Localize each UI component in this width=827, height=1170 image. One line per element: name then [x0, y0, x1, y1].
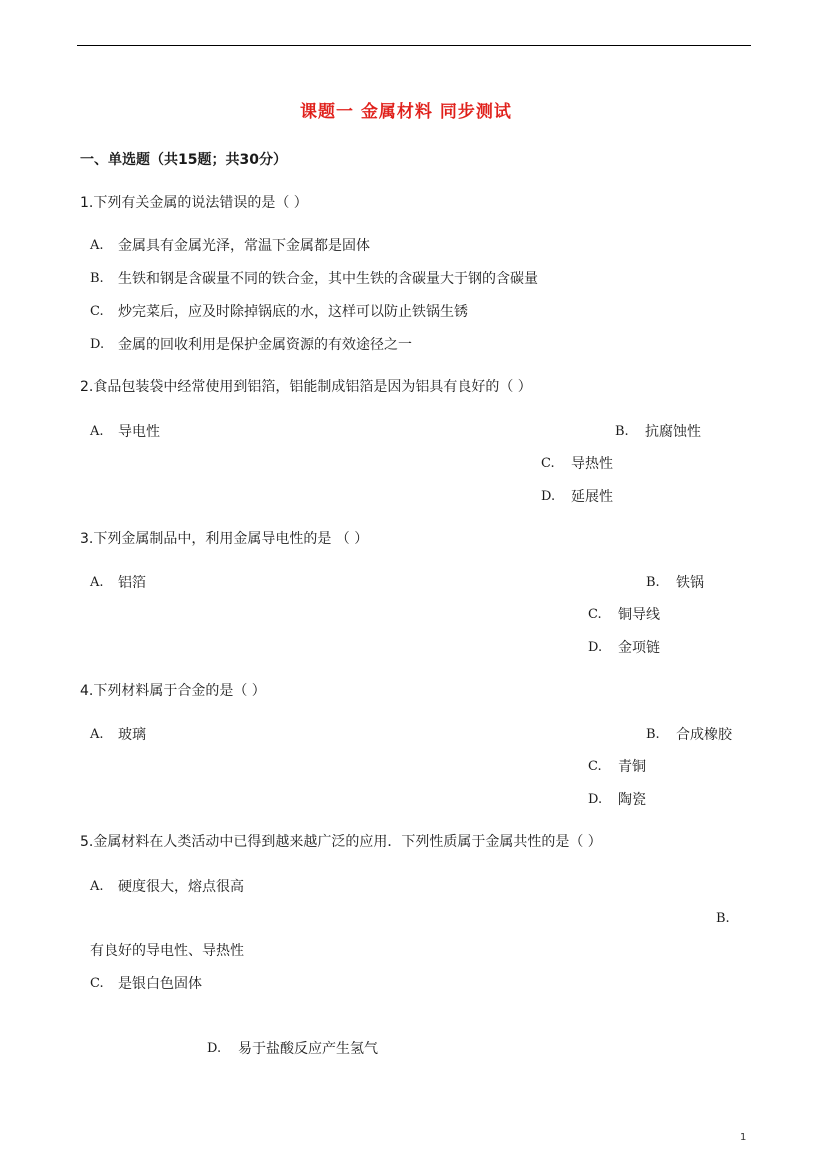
option-text-1a: 金属具有金属光泽，常温下金属都是固体 [118, 238, 370, 254]
option-letter-2a: A. [90, 424, 104, 439]
option-letter-2b: B. [615, 424, 629, 439]
option-text-5c: 是银白色固体 [118, 976, 202, 992]
option-text-5a: 硬度很大，熔点很高 [118, 879, 244, 895]
option-text-4d: 陶瓷 [618, 792, 646, 808]
page-title: 课题一 金属材料 同步测试 [300, 102, 512, 122]
option-letter-4c: C. [588, 759, 602, 774]
option-letter-4d: D. [588, 792, 603, 807]
option-letter-5d: D. [207, 1041, 222, 1056]
option-text-2d: 延展性 [571, 489, 613, 505]
option-text-3b: 铁锅 [676, 575, 704, 591]
option-text-1c: 炒完菜后，应及时除掉锅底的水，这样可以防止铁锅生锈 [118, 304, 468, 320]
option-letter-5c: C. [90, 976, 104, 991]
question-stem-3: 3.下列金属制品中，利用金属导电性的是 （ ） [80, 531, 369, 547]
option-text-4c: 青铜 [618, 759, 646, 775]
option-letter-5a: A. [90, 879, 104, 894]
option-letter-4b: B. [646, 727, 660, 742]
option-text-1d: 金属的回收利用是保护金属资源的有效途径之一 [118, 337, 412, 353]
option-letter-3b: B. [646, 575, 660, 590]
option-letter-1a: A. [90, 238, 104, 253]
option-text-3d: 金项链 [618, 640, 660, 656]
option-text-2c: 导热性 [571, 456, 613, 472]
option-text-3a: 铝箔 [118, 575, 146, 591]
option-text-5b: 有良好的导电性、导热性 [90, 943, 244, 959]
section-heading: 一、单选题（共15题；共30分） [80, 152, 287, 168]
page-number: 1 [740, 1132, 747, 1143]
question-stem-1: 1.下列有关金属的说法错误的是（ ） [80, 195, 308, 211]
option-letter-2d: D. [541, 489, 556, 504]
option-letter-5b: B. [716, 911, 730, 926]
option-text-2a: 导电性 [118, 424, 160, 440]
option-letter-4a: A. [90, 727, 104, 742]
option-letter-1b: B. [90, 271, 104, 286]
option-letter-3a: A. [90, 575, 104, 590]
option-text-4a: 玻璃 [118, 727, 146, 743]
question-stem-4: 4.下列材料属于合金的是（ ） [80, 683, 266, 699]
option-text-3c: 铜导线 [618, 607, 660, 623]
option-letter-2c: C. [541, 456, 555, 471]
option-letter-3d: D. [588, 640, 603, 655]
header-rule [77, 45, 751, 46]
option-text-5d: 易于盐酸反应产生氢气 [238, 1041, 378, 1057]
option-letter-3c: C. [588, 607, 602, 622]
option-text-4b: 合成橡胶 [676, 727, 732, 743]
question-stem-5: 5.金属材料在人类活动中已得到越来越广泛的应用．下列性质属于金属共性的是（ ） [80, 834, 602, 850]
option-letter-1c: C. [90, 304, 104, 319]
option-letter-1d: D. [90, 337, 105, 352]
option-text-1b: 生铁和钢是含碳量不同的铁合金，其中生铁的含碳量大于钢的含碳量 [118, 271, 538, 287]
question-stem-2: 2.食品包装袋中经常使用到铝箔，铝能制成铝箔是因为铝具有良好的（ ） [80, 379, 532, 395]
option-text-2b: 抗腐蚀性 [645, 424, 701, 440]
